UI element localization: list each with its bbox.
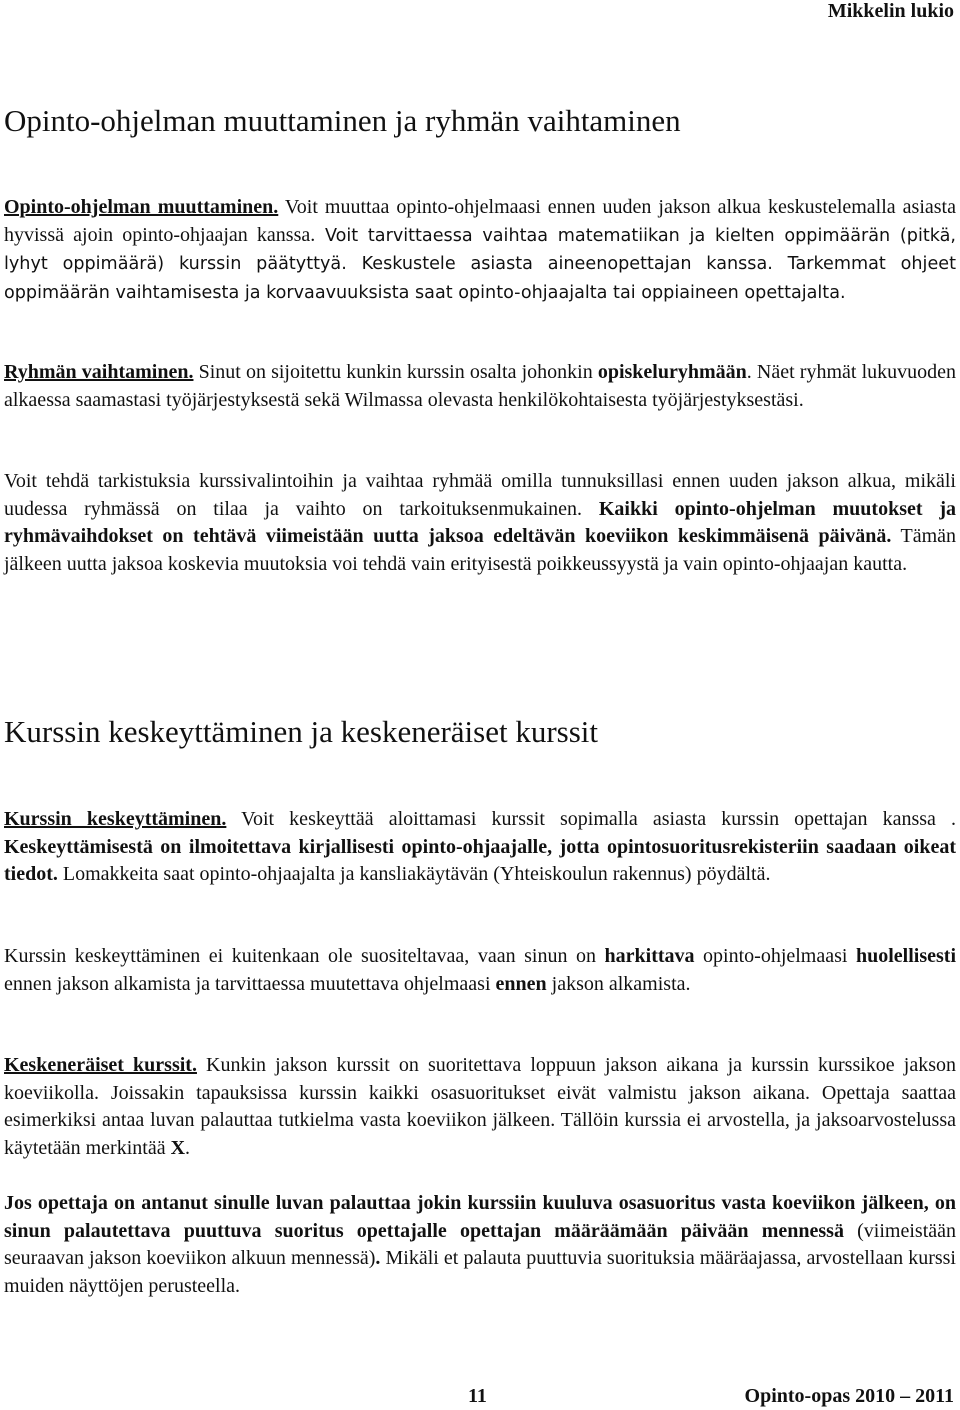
- bold-deadline: Kaikki opinto-ohjelman muutokset ja ryhmävaihdokset on tehtävä viimeistään uutta jaksoa edeltävän koeviikon keskimmäisenä päivänä.: [4, 497, 956, 547]
- bold-study-group: opiskeluryhmään: [597, 361, 747, 383]
- text-recommendation-2: opinto-ohjelmaasi: [694, 945, 856, 967]
- bold-mark-x: X: [170, 1136, 186, 1159]
- text-late-return-2: Mikäli et palauta puuttuvia suorituksia määräajassa, arvostellaan kurssi muiden näyttöjen perusteella.: [4, 1247, 956, 1297]
- text-late-return-1: (viimeistään seuraavan jakson koeviikon alkuun mennessä): [4, 1219, 957, 1269]
- publication-title: Opinto-opas 2010 – 2011: [744, 1385, 954, 1407]
- bold-period: .: [375, 1247, 381, 1269]
- text-incomplete-2: .: [185, 1136, 191, 1159]
- paragraph-course-interruption: [4, 806, 956, 889]
- section-title-course-interruption: Kurssin keskeyttäminen ja keskeneräiset kurssit: [4, 714, 599, 749]
- text-deadline-1: Voit tehdä tarkistuksia kurssivalintoihin ja vaihtaa ryhmää omilla tunnuksillasi ennen uuden jakson alkua, mikäli uudessa ryhmässä on tilaa ja vaihto on tarkoituksenmukainen.: [4, 470, 956, 520]
- text-deadline-2: Tämän jälkeen uutta jaksoa koskevia muutoksia voi tehdä vain erityisestä poikkeussyystä ja vain opinto-ohjaajan kautta.: [4, 525, 957, 575]
- paragraph-program-change: [4, 194, 956, 307]
- paragraph-group-change: [4, 359, 956, 414]
- bold-interruption: Keskeyttämisestä on ilmoitettava kirjallisesti opinto-ohjaajalle, jotta opintosuoritusrekisteriin saadaan oikeat tiedot.: [4, 835, 956, 885]
- text-recommendation-3: ennen jakson alkamista ja tarvittaessa muutettava ohjelmaasi: [4, 972, 496, 995]
- text-group-change-2: . Näet ryhmät lukuvuoden alkaessa saamastasi työjärjestyksestä sekä Wilmassa olevasta henkilökohtaisesta työjärjestyksestäsi.: [4, 361, 957, 411]
- page-number: 11: [468, 1385, 487, 1407]
- text-syllabus-change: Voit tarvittaessa vaihtaa matematiikan ja kielten oppimäärän (pitkä, lyhyt oppimäärä) kurssin päätyttyä. Keskustele asiasta aineenopettajan kanssa. Tarkemmat ohjeet oppimäärän vaihtamisesta ja korvaavuuksista saat opinto-ohjaajalta tai oppiaineen opettajalta.: [4, 225, 956, 303]
- paragraph-incomplete-courses: [4, 1052, 956, 1162]
- bold-carefully: huolellisesti: [856, 945, 957, 967]
- text-incomplete-1: Kunkin jakson kurssit on suoritettava loppuun jakson aikana ja kurssin kurssikoe jakson koeviikolla. Joissakin tapauksissa kurssin kaikki osasuoritukset eivät valmistu jakson aikana. Opettaja saattaa esimerkiksi antaa luvan palauttaa tutkielma vasta koeviikon jälkeen. Tällöin kurssia ei arvostella, ja jaksoarvostelussa käytetään merkintää: [4, 1054, 956, 1159]
- paragraph-late-return: [4, 1190, 956, 1300]
- text-interruption-1: Voit keskeyttää aloittamasi kurssit sopimalla asiasta kurssin opettajan kanssa .: [226, 808, 957, 830]
- school-name: Mikkelin lukio: [827, 0, 954, 22]
- bold-consider: harkittava: [604, 945, 695, 967]
- lead-group-change: Ryhmän vaihtaminen.: [4, 361, 194, 383]
- text-interruption-2: Lomakkeita saat opinto-ohjaajalta ja kansliakäytävän (Yhteiskoulun rakennus) pöydältä.: [57, 863, 771, 885]
- text-recommendation-4: jakson alkamista.: [546, 972, 691, 995]
- section-title-program-change: Opinto-ohjelman muuttaminen ja ryhmän vaihtaminen: [4, 103, 681, 138]
- bold-before: ennen: [495, 972, 547, 995]
- lead-course-interruption: Kurssin keskeyttäminen.: [4, 808, 227, 830]
- lead-incomplete-courses: Keskeneräiset kurssit.: [4, 1054, 197, 1076]
- text-group-change-1: Sinut on sijoitettu kunkin kurssin osalta johonkin: [193, 361, 598, 383]
- lead-program-change: Opinto-ohjelman muuttaminen.: [4, 196, 279, 218]
- text-recommendation-1: Kurssin keskeyttäminen ei kuitenkaan ole suositeltavaa, vaan sinun on: [4, 945, 605, 967]
- paragraph-deadline: [4, 468, 956, 578]
- text-program-change: Voit muuttaa opinto-ohjelmaasi ennen uuden jakson alkua keskustelemalla asiasta hyvissä ajoin opinto-ohjaajan kanssa.: [4, 196, 956, 246]
- paragraph-recommendation: [4, 943, 956, 998]
- bold-late-return: Jos opettaja on antanut sinulle luvan palauttaa jokin kurssiin kuuluva osasuoritus vasta koeviikon jälkeen, on sinun palautettava puuttuva suoritus opettajalle opettajan määräämään päivään mennessä: [4, 1192, 956, 1242]
